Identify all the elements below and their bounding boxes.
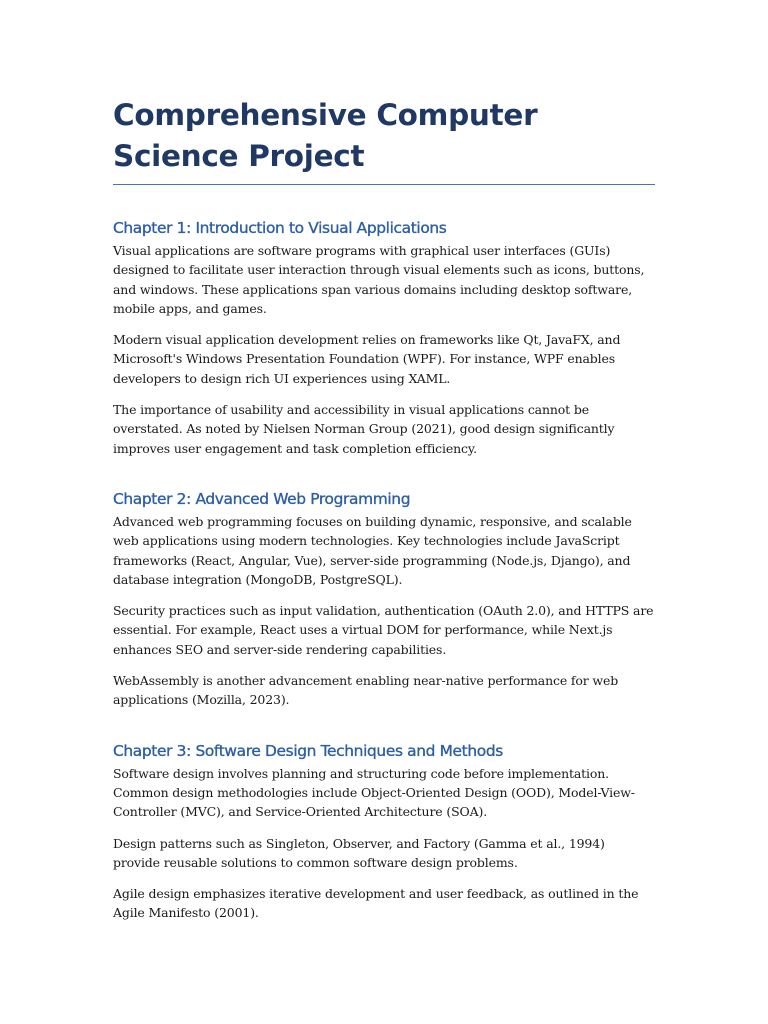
paragraph: Agile design emphasizes iterative development and user feedback, as outlined in the Agile Manifesto (2001). — [113, 886, 639, 921]
document-page — [113, 95, 655, 923]
paragraph: WebAssembly is another advancement enabling near-native performance for web applications (Mozilla, 2023). — [113, 673, 619, 708]
chapter-1 — [113, 216, 655, 458]
paragraph: Modern visual application development relies on frameworks like Qt, JavaFX, and Microsoft's Windows Presentation Foundation (WPF). For instance, WPF enables developers to design rich UI experiences using XAML. — [113, 332, 621, 386]
paragraph: Advanced web programming focuses on building dynamic, responsive, and scalable web applications using modern technologies. Key technologies include JavaScript frameworks (React, Angular, Vue), server-side programming (Node.js, Django), and database integration (MongoDB, PostgreSQL). — [113, 513, 632, 587]
paragraph: Visual applications are software programs with graphical user interfaces (GUIs) designed to facilitate user interaction through visual elements such as icons, buttons, and windows. These applications span various domains including desktop software, mobile apps, and games. — [113, 243, 645, 316]
paragraph: Design patterns such as Singleton, Observer, and Factory (Gamma et al., 1994) provide reusable solutions to common software design problems. — [113, 835, 605, 870]
document-title: Comprehensive Computer Science Project — [113, 95, 655, 185]
chapter-heading: Chapter 1: Introduction to Visual Applications — [113, 219, 447, 237]
paragraph: Software design involves planning and structuring code before implementation. Common design methodologies include Object-Oriented Design (OOD), Model-View-Controller (MVC), and Service-Oriented Architecture (SOA). — [113, 765, 635, 820]
chapter-heading: Chapter 3: Software Design Techniques and Methods — [113, 741, 503, 760]
paragraph: The importance of usability and accessibility in visual applications cannot be overstated. As noted by Nielsen Norman Group (2021), good design significantly improves user engagement and task completion efficiency. — [113, 402, 615, 456]
paragraph: Security practices such as input validation, authentication (OAuth 2.0), and HTTPS are essential. For example, React uses a virtual DOM for performance, while Next.js enhances SEO and server-side rendering capabilities. — [113, 603, 654, 657]
chapter-2 — [113, 487, 655, 710]
chapter-heading: Chapter 2: Advanced Web Programming — [113, 489, 411, 508]
chapter-3 — [113, 739, 655, 923]
